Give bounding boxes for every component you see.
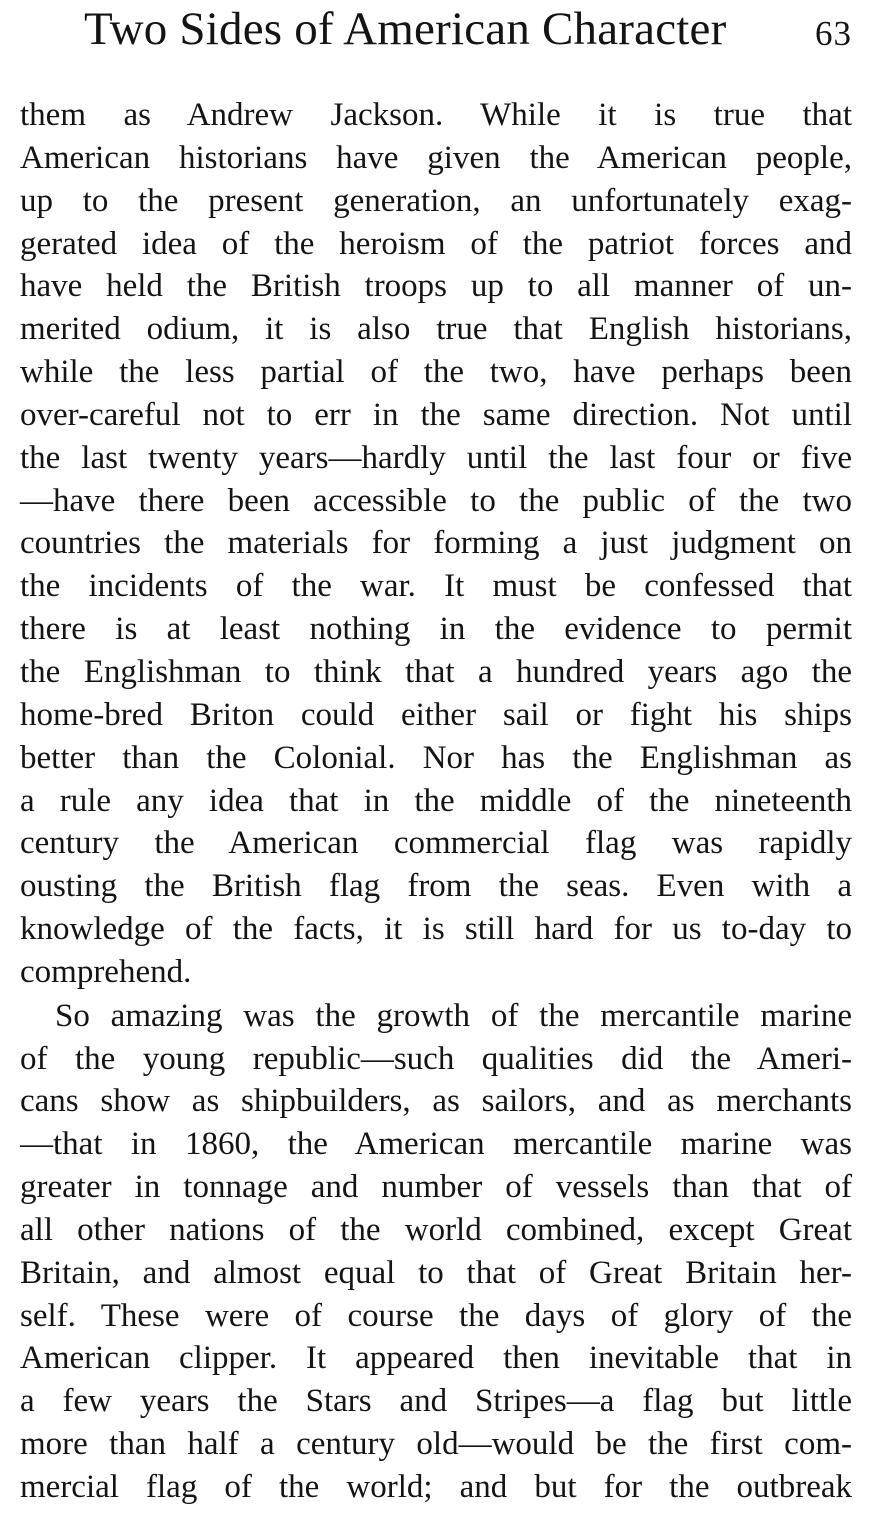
text-line: comprehend.: [20, 953, 192, 990]
text-line: century the American commercial flag was rapidly: [20, 825, 852, 862]
paragraph-2: [20, 995, 852, 1509]
text-line: merited odium, it is also true that English historians,: [20, 311, 852, 348]
text-line: self. These were of course the days of glory of the: [20, 1297, 852, 1334]
text-line: of the young republic—such qualities did the Ameri-: [20, 1040, 852, 1077]
text-line: knowledge of the facts, it is still hard for us to-day to: [20, 911, 852, 948]
text-line: mercial flag of the world; and but for the outbreak: [20, 1469, 852, 1505]
text-line: the incidents of the war. It must be confessed that: [20, 568, 852, 605]
text-line: better than the Colonial. Nor has the Englishman as: [20, 739, 852, 776]
text-line: the Englishman to think that a hundred years ago the: [20, 653, 852, 690]
text-line: all other nations of the world combined, except Great: [20, 1211, 852, 1248]
running-head: [84, 2, 852, 58]
text-line: ousting the British flag from the seas. Even with a: [20, 868, 852, 905]
text-line: —that in 1860, the American mercantile marine was: [20, 1126, 852, 1163]
text-line: a few years the Stars and Stripes—a flag but little: [20, 1383, 852, 1420]
page-number: 63: [815, 14, 852, 53]
body-text: [20, 94, 852, 1509]
text-line: American clipper. It appeared then inevitable that in: [20, 1340, 852, 1377]
text-line: So amazing was the growth of the mercantile marine: [55, 997, 852, 1034]
text-line: Britain, and almost equal to that of Great Britain her-: [20, 1254, 852, 1291]
paragraph-1: [20, 94, 852, 994]
text-line: American historians have given the American people,: [20, 139, 852, 176]
text-line: the last twenty years—hardly until the last four or five: [20, 439, 852, 476]
text-line: a rule any idea that in the middle of the nineteenth: [20, 782, 852, 819]
text-line: up to the present generation, an unfortunately exag-: [20, 182, 852, 219]
text-line: greater in tonnage and number of vessels than that of: [20, 1169, 852, 1206]
text-line: home-bred Briton could either sail or fight his ships: [20, 696, 852, 733]
text-line: have held the British troops up to all manner of un-: [20, 268, 852, 305]
text-line: more than half a century old—would be the first com-: [20, 1426, 852, 1463]
text-line: gerated idea of the heroism of the patriot forces and: [20, 225, 852, 262]
running-title: Two Sides of American Character: [84, 3, 727, 55]
text-line: —have there been accessible to the public of the two: [20, 482, 852, 519]
text-line: them as Andrew Jackson. While it is true that: [20, 97, 852, 133]
text-line: while the less partial of the two, have perhaps been: [20, 354, 852, 391]
text-line: cans show as shipbuilders, as sailors, and as merchants: [20, 1083, 852, 1120]
text-line: over-careful not to err in the same direction. Not until: [20, 396, 852, 433]
text-line: countries the materials for forming a just judgment on: [20, 525, 852, 562]
text-line: there is at least nothing in the evidence to permit: [20, 611, 852, 648]
